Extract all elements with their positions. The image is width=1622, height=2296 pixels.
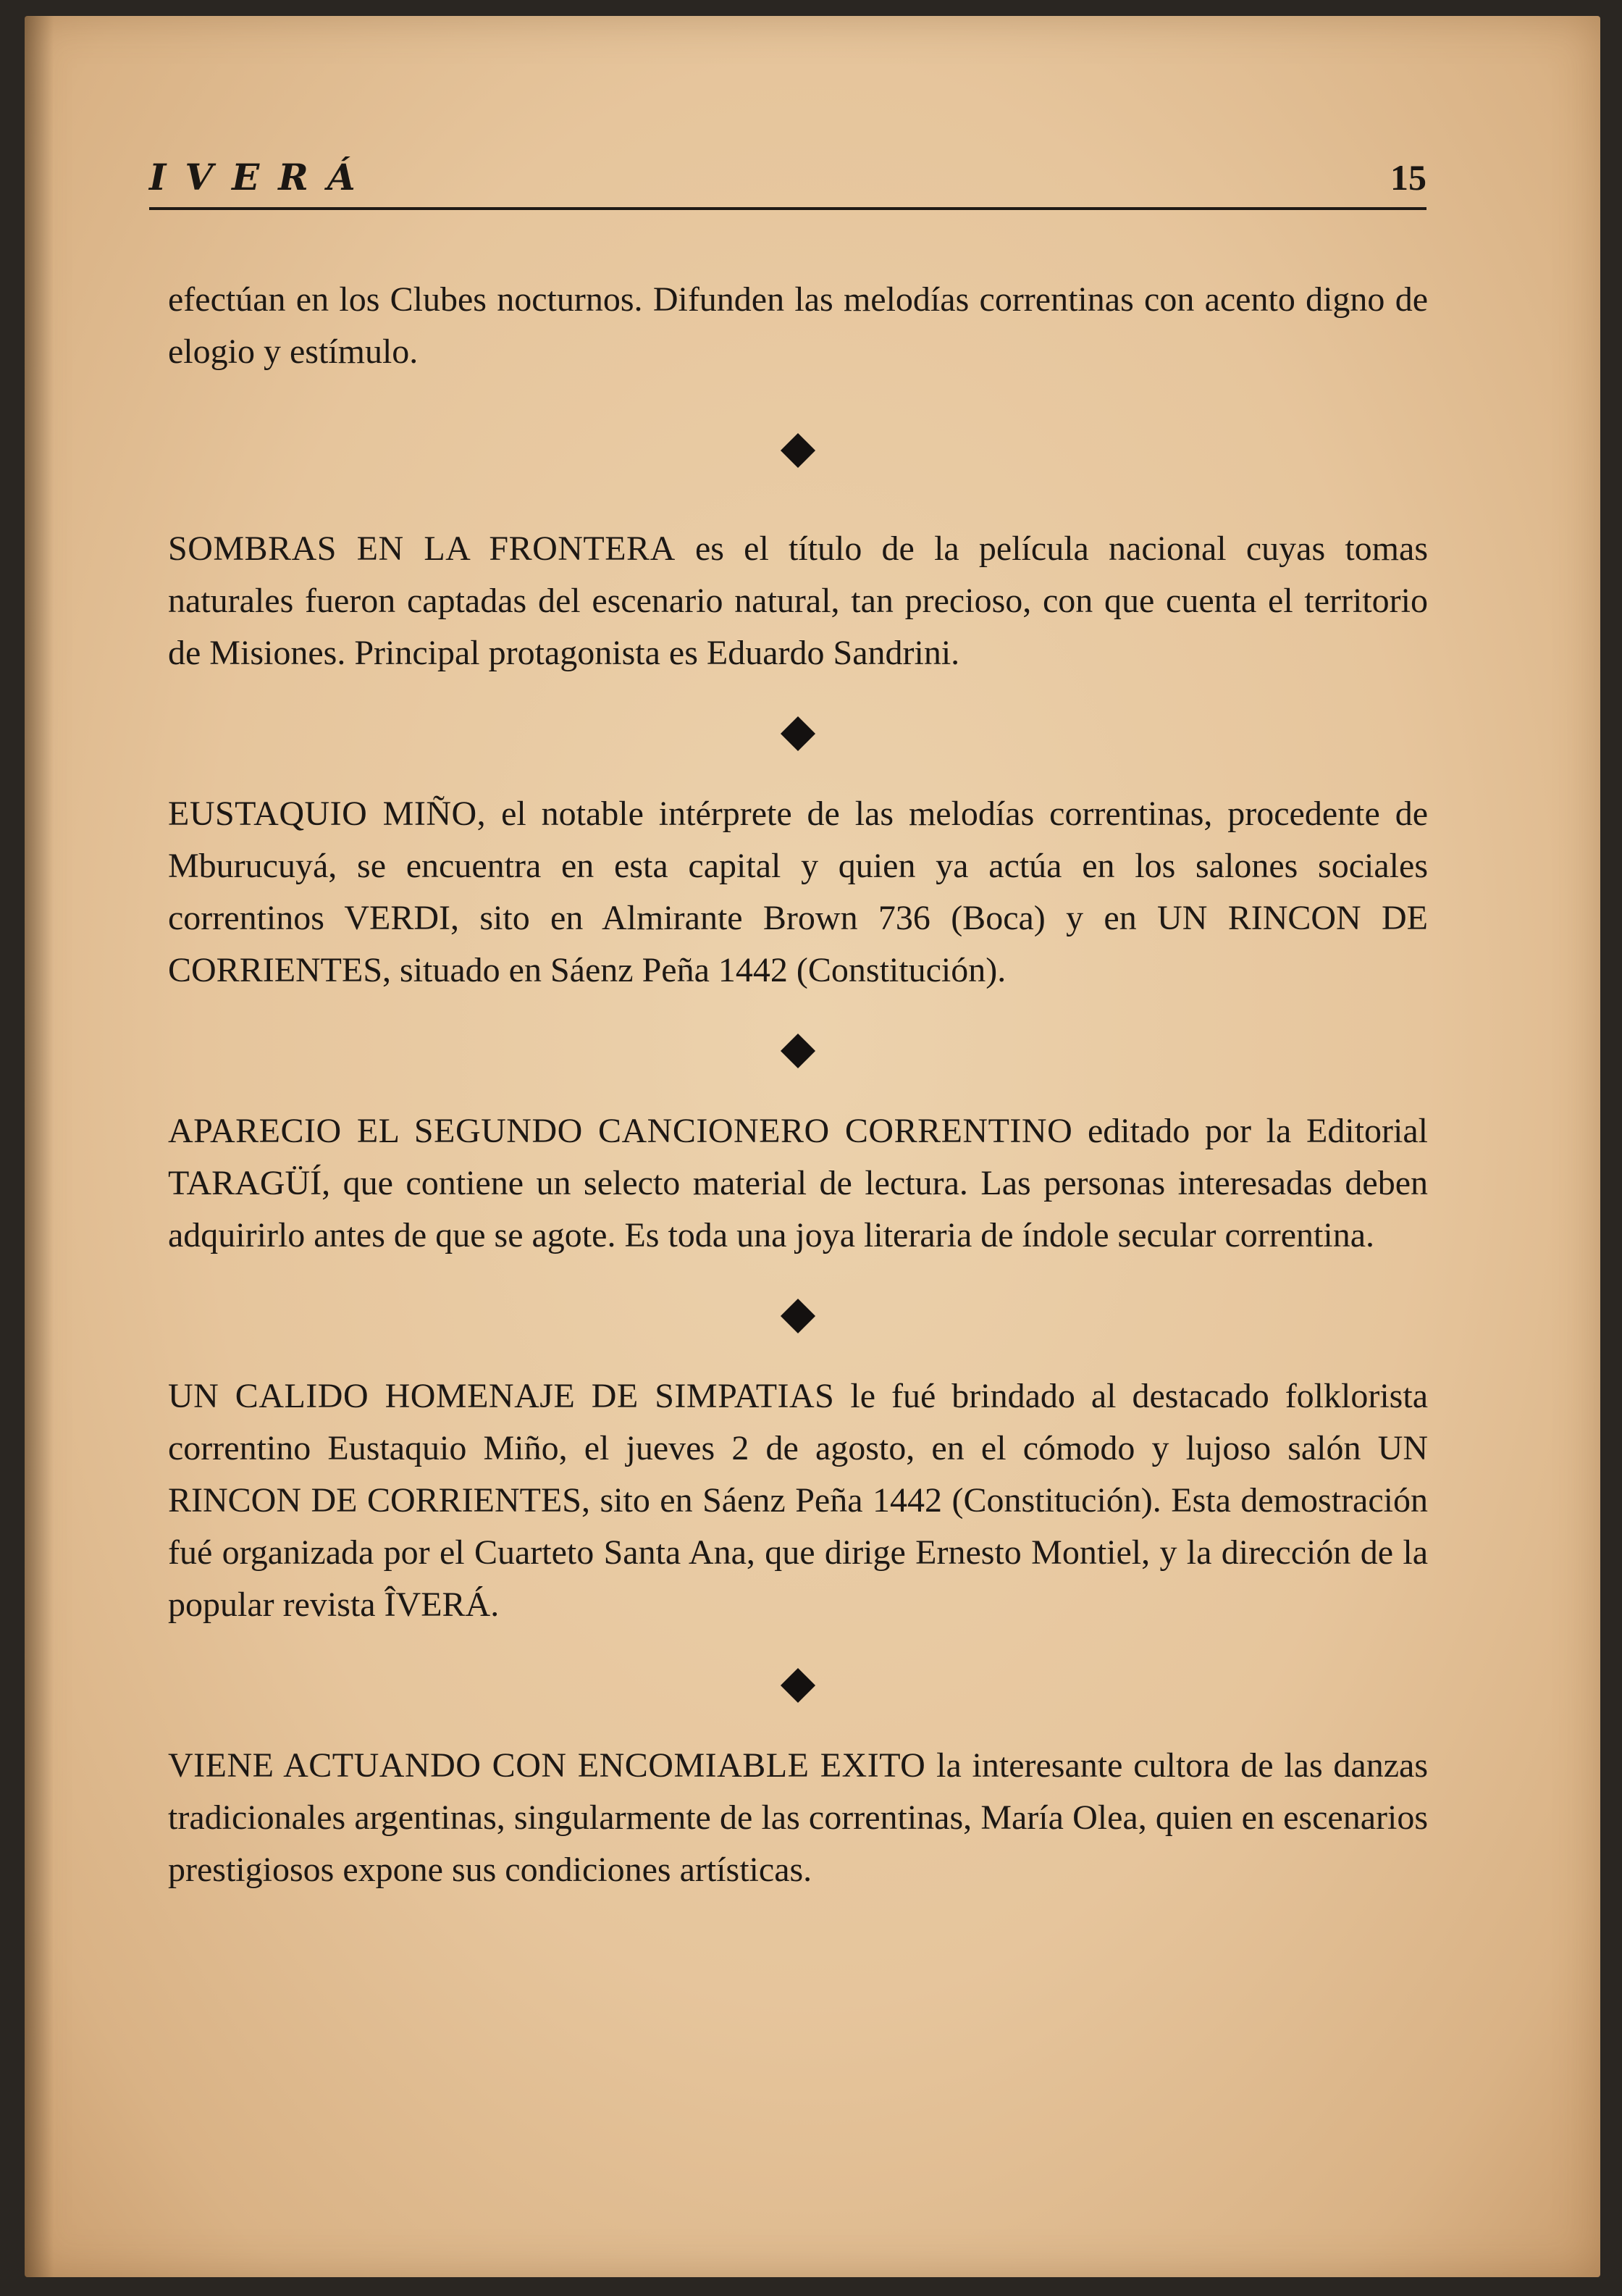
paragraph-text: le fué brindado al destacado folklorista correntino Eustaquio Miño, el jueves 2 de agosto, en el cómodo y lujoso salón UN RINCON DE CORRIENTES, sito en Sáenz Peña 1442 (Constitución). Esta demostración fué organizada por el Cuarteto Santa Ana, que dirige Ernesto Montiel, y la dirección de la popular revista ÎVERÁ. — [168, 1377, 1428, 1624]
diamond-icon — [781, 1668, 815, 1703]
paragraph-text: el notable intérprete de las melodías correntinas, procedente de Mburucuyá, se encuentra en esta capital y quien ya actúa en los salones sociales correntinos VERDI, sito en Almirante Brown 736 (Boca) y en UN RINCON DE CORRIENTES, situado en Sáenz Peña 1442 (Constitución). — [168, 795, 1429, 989]
diamond-icon — [781, 716, 815, 751]
paragraph-homenaje — [168, 1370, 1428, 1631]
paragraph-lead: SOMBRAS EN LA FRONTERA — [168, 529, 676, 568]
section-separator — [168, 997, 1428, 1105]
page-number: 15 — [1390, 157, 1426, 198]
page-header — [149, 138, 1426, 210]
section-separator — [168, 1631, 1428, 1740]
binding-shadow — [25, 16, 54, 2277]
paragraph-lead: APARECIO EL SEGUNDO CANCIONERO CORRENTINO — [168, 1112, 1073, 1150]
diamond-icon — [781, 1034, 815, 1068]
section-separator — [168, 378, 1428, 523]
running-title: IVERÁ — [149, 156, 374, 198]
paragraph-text: la interesante cultora de las danzas tradicionales argentinas, singularmente de las correntinas, María Olea, quien en escenarios prestigiosos expone sus condiciones artísticas. — [168, 1746, 1429, 1889]
diamond-icon — [781, 433, 815, 468]
paragraph-lead: UN CALIDO HOMENAJE DE SIMPATIAS — [168, 1377, 835, 1415]
paragraph-lead: EUSTAQUIO MIÑO, — [168, 795, 487, 833]
section-separator — [168, 1262, 1428, 1370]
article-body — [168, 274, 1428, 1896]
paragraph-eustaquio — [168, 788, 1428, 997]
section-separator — [168, 679, 1428, 788]
paragraph-continuation — [168, 274, 1428, 378]
paragraph-olea — [168, 1740, 1428, 1896]
paragraph-sombras — [168, 523, 1428, 679]
diamond-icon — [781, 1299, 815, 1333]
paragraph-lead: VIENE ACTUANDO CON ENCOMIABLE EXITO — [168, 1746, 926, 1785]
paragraph-text: efectúan en los Clubes nocturnos. Difunden las melodías correntinas con acento digno de elogio y estímulo. — [168, 280, 1428, 371]
paragraph-text: editado por la Editorial TARAGÜÍ, que contiene un selecto material de lectura. Las personas interesadas deben adquirirlo antes de que se agote. Es toda una joya literaria de índole secular correntina. — [168, 1112, 1429, 1254]
paragraph-cancionero — [168, 1105, 1428, 1262]
paragraph-text: es el título de la película nacional cuyas tomas naturales fueron captadas del escenario natural, tan precioso, con que cuenta el territorio de Misiones. Principal protagonista es Eduardo Sandrini. — [168, 529, 1429, 672]
